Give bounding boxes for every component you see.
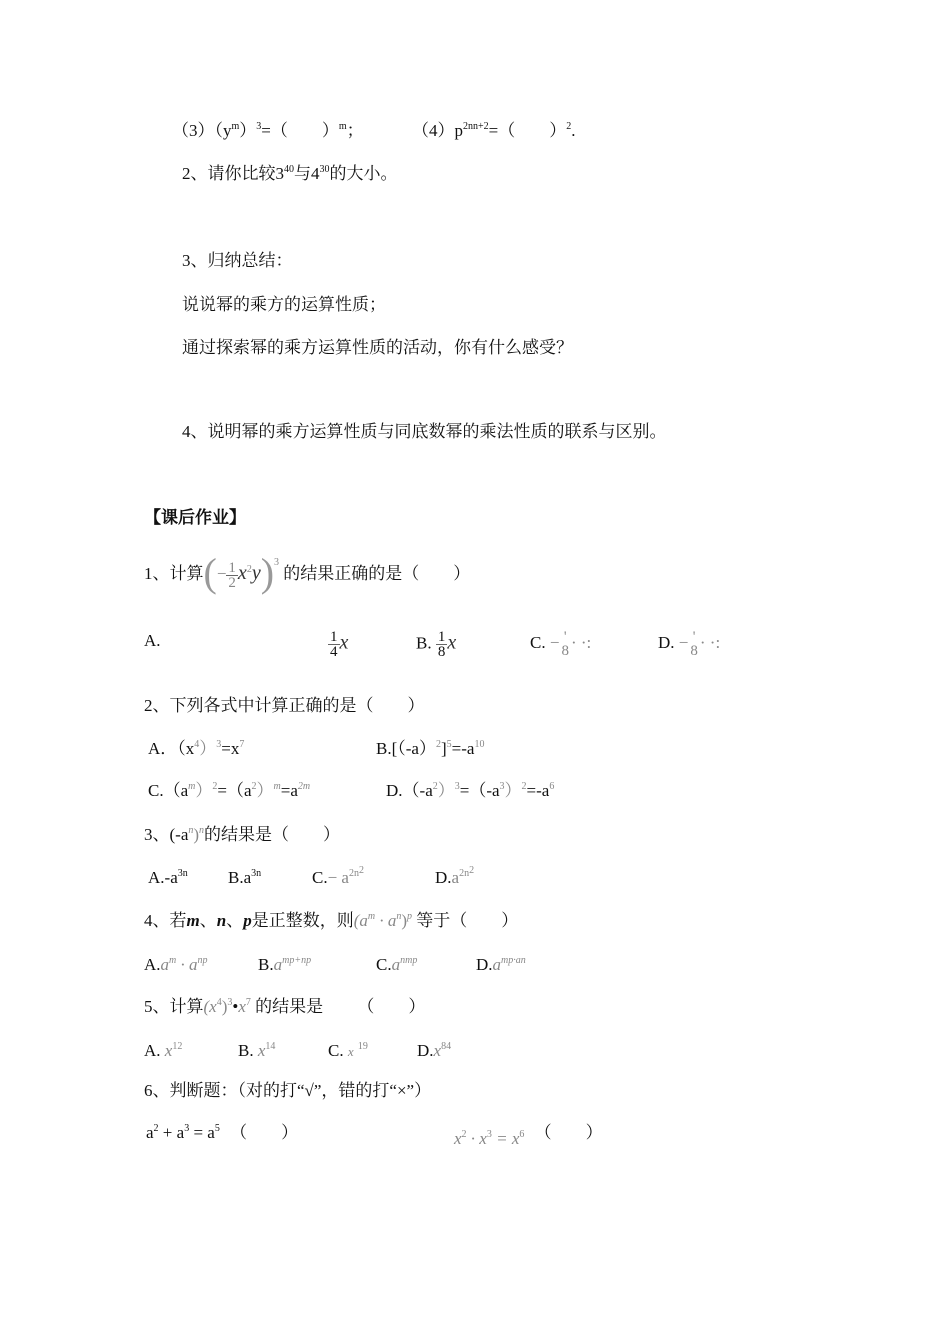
text: 1、计算: [144, 564, 204, 583]
section-title: 【课后作业】: [144, 508, 246, 527]
text: 的结果正确的是（ ）: [283, 564, 471, 583]
sup: 2nn+2: [463, 121, 489, 132]
hw4-option-b: [258, 954, 311, 979]
text: A.: [144, 955, 161, 974]
sup: 2: [251, 781, 257, 792]
fraction: [436, 630, 448, 659]
sup: 5: [446, 739, 452, 750]
var-x: x: [164, 1041, 173, 1060]
var-x: x: [257, 1041, 266, 1060]
text: 的结果是（ ）: [204, 825, 341, 844]
text: 5、计算: [144, 997, 204, 1016]
exercise-item-4: [412, 120, 575, 145]
left-paren-icon: (: [203, 550, 217, 596]
text: =x: [221, 739, 240, 758]
sup: 2: [246, 564, 252, 575]
sup: p: [407, 911, 413, 922]
text: a: [391, 955, 401, 974]
numerator: ': [692, 629, 696, 645]
sup: n: [188, 825, 194, 836]
sup: 2: [469, 865, 475, 876]
minus-sign: −: [549, 632, 560, 652]
text: C.（a: [148, 781, 189, 800]
sup: 2m: [297, 781, 311, 792]
question-3-line-1: 说说幂的乘方的运算性质；: [182, 295, 386, 314]
text: =a: [280, 781, 298, 800]
sup: mp·an: [501, 955, 526, 966]
sup: n: [396, 911, 402, 922]
hw1-option-c: [530, 630, 591, 658]
sup: 3: [216, 739, 222, 750]
text: 与4: [294, 164, 320, 183]
hw5-option-c: [328, 1040, 368, 1065]
text: 、: [226, 911, 244, 930]
sup: 7: [239, 739, 245, 750]
var-p: p: [243, 911, 252, 930]
text: ]: [440, 739, 447, 758]
numerator: 1: [330, 629, 338, 645]
text: = a: [189, 1123, 215, 1142]
text: a: [273, 955, 283, 974]
text: (x: [203, 997, 217, 1016]
var-x: x: [447, 631, 457, 654]
sup: 4: [216, 997, 222, 1008]
sup: 3: [499, 781, 505, 792]
text: B.: [258, 955, 274, 974]
sup: m: [169, 955, 177, 966]
sup: 7: [245, 997, 251, 1008]
hw2-option-a: [148, 738, 244, 763]
question-3-title: 3、归纳总结：: [182, 251, 293, 270]
hw4-option-d: [476, 954, 526, 979]
text: − a: [327, 868, 349, 887]
sup: 14: [265, 1041, 276, 1052]
sup: 3: [486, 1129, 492, 1140]
sup: m: [188, 781, 196, 792]
denominator: 8: [437, 644, 446, 660]
text: C.: [328, 1041, 344, 1060]
var-x: x: [237, 562, 247, 584]
hw3-option-d: [435, 867, 474, 892]
text: ): [401, 911, 408, 930]
sup: 40: [284, 164, 294, 175]
text: A.: [144, 1041, 161, 1060]
numerator: 1: [437, 629, 446, 645]
fraction: [688, 630, 700, 658]
sup: 2: [521, 781, 527, 792]
text: A.-a: [148, 868, 178, 887]
text: = x: [491, 1129, 520, 1148]
sup: 3n: [251, 868, 262, 879]
sup: 3: [454, 781, 460, 792]
sup: 10: [474, 739, 485, 750]
text: B.[（-a）: [376, 739, 436, 758]
hw4-option-a: [144, 954, 208, 979]
hw3-option-b: [228, 867, 261, 892]
question-2: [182, 163, 398, 188]
text: 3、(-a: [144, 825, 189, 844]
item3-text: （3）（y: [172, 121, 232, 140]
text: · ·:: [699, 632, 721, 652]
text: (a: [353, 911, 368, 930]
hw6-statement-2: [454, 1123, 603, 1153]
label: D.: [658, 632, 675, 652]
homework-1: [144, 550, 471, 596]
hw4-option-c: [376, 954, 417, 979]
sup: 2: [358, 865, 364, 876]
text: a: [492, 955, 502, 974]
bullet-icon: •: [232, 997, 239, 1016]
hw5-option-b: [238, 1040, 275, 1065]
fraction: [559, 630, 571, 658]
text: · a: [176, 955, 198, 974]
sup: 5: [214, 1123, 220, 1134]
denominator: 2: [228, 574, 236, 591]
homework-6-title: 6、判断题：（对的打“√”，错的打“×”）: [144, 1081, 432, 1100]
sup: n: [199, 825, 205, 836]
text: · a: [375, 911, 397, 930]
text: 是正整数，则: [251, 911, 354, 930]
sup: m: [367, 911, 376, 922]
text: =（ ）: [261, 121, 339, 140]
hw1-option-a: [328, 630, 348, 659]
text: B.: [238, 1041, 254, 1060]
sup: 2n: [348, 868, 359, 879]
denominator: 8: [690, 643, 698, 659]
sup: 12: [172, 1041, 183, 1052]
sup: 2: [461, 1129, 467, 1140]
text: · ·:: [570, 632, 592, 652]
text: 等于（ ）: [416, 911, 519, 930]
text: a: [451, 868, 460, 887]
text: ）: [195, 781, 213, 800]
text: .: [571, 121, 576, 140]
label: B.: [416, 633, 432, 653]
hw6-statement-1: [146, 1122, 298, 1147]
numerator: 1: [228, 559, 236, 576]
minus-sign: −: [216, 564, 227, 583]
text: =（ ）: [488, 121, 567, 140]
sup: 2: [566, 121, 572, 132]
var-x: x: [347, 1044, 354, 1059]
text: A．（x: [148, 739, 195, 758]
sup: m: [338, 121, 347, 132]
text: =-a: [451, 739, 475, 758]
answer-blank: （ ）: [534, 1123, 603, 1142]
fraction: [328, 630, 340, 659]
text: ）: [199, 739, 217, 758]
sup: 6: [519, 1129, 525, 1140]
sup: np: [197, 955, 208, 966]
sup: nmp: [400, 955, 418, 966]
text: ): [193, 825, 200, 844]
hw3-option-c: [312, 867, 364, 892]
sup: 2: [153, 1123, 159, 1134]
text: D.（-a: [386, 781, 433, 800]
sup: 3: [274, 557, 280, 568]
text: 2、请你比较3: [182, 164, 284, 183]
text: 的结果是: [255, 997, 324, 1016]
answer-blank: （ ）: [357, 997, 426, 1016]
sup: 3n: [177, 868, 188, 879]
var-x: x: [238, 997, 246, 1016]
text: ）: [256, 781, 274, 800]
sup: 6: [549, 781, 555, 792]
text: 4、若: [144, 911, 187, 930]
text: C.: [376, 955, 392, 974]
sup: 2: [435, 739, 441, 750]
hw2-option-c: [148, 780, 310, 805]
text: =（a: [217, 781, 252, 800]
minus-sign: −: [678, 632, 689, 652]
text: + a: [158, 1123, 185, 1142]
homework-2-title: 2、下列各式中计算正确的是（ ）: [144, 696, 425, 715]
sup: 4: [194, 739, 200, 750]
sup: m: [273, 781, 281, 792]
var-x: x: [339, 631, 349, 654]
var-n: n: [216, 911, 227, 930]
sup: 84: [441, 1041, 452, 1052]
question-3-line-2: 通过探索幂的乘方运算性质的活动，你有什么感受？: [182, 338, 573, 357]
text: ；: [346, 121, 364, 140]
text: 的大小。: [329, 164, 398, 183]
text: ）: [239, 121, 257, 140]
hw1-option-b: [416, 630, 456, 659]
homework-5: [144, 996, 425, 1021]
text: D.: [435, 868, 452, 887]
text: 、: [199, 911, 217, 930]
exercise-line-3-4: [172, 120, 364, 145]
denominator: 4: [330, 644, 338, 660]
text: B.a: [228, 868, 252, 887]
hw5-option-a: [144, 1040, 182, 1065]
right-paren-icon: ): [260, 550, 275, 596]
text: a: [160, 955, 170, 974]
text: a: [146, 1123, 154, 1142]
sup: 2n: [459, 868, 470, 879]
text: D.: [476, 955, 493, 974]
text: ）: [437, 781, 455, 800]
text: ）: [504, 781, 522, 800]
sup: 19: [357, 1041, 368, 1052]
text: =-a: [526, 781, 550, 800]
fraction: [226, 561, 238, 590]
text: =（-a: [459, 781, 500, 800]
text: C.: [312, 868, 328, 887]
text: D.: [417, 1041, 434, 1060]
homework-3: [144, 824, 340, 849]
sup: 30: [319, 164, 330, 175]
hw1-option-d: [658, 630, 720, 658]
var-y: y: [251, 562, 261, 584]
var-m: m: [186, 911, 200, 930]
sup: m: [231, 121, 240, 132]
sup: 2: [432, 781, 438, 792]
numerator: ': [563, 629, 567, 645]
item4-text: （4）p: [412, 121, 463, 140]
hw2-option-b: [376, 738, 484, 763]
sup: 2: [212, 781, 218, 792]
sup: 3: [184, 1123, 190, 1134]
answer-blank: （ ）: [230, 1123, 299, 1142]
hw3-option-a: [148, 867, 188, 892]
var-x: x: [433, 1041, 442, 1060]
sup: mp+np: [282, 955, 312, 966]
hw1-option-a-label: A.: [144, 631, 161, 650]
denominator: 8: [561, 643, 569, 659]
question-4: 4、说明幂的乘方运算性质与同底数幂的乘法性质的联系与区别。: [182, 422, 667, 441]
sup: 3: [256, 121, 262, 132]
text: ): [221, 997, 228, 1016]
sup: 3: [227, 997, 233, 1008]
label: C.: [530, 632, 546, 652]
hw5-option-d: [417, 1040, 451, 1065]
text: · x: [466, 1129, 487, 1148]
hw2-option-d: [386, 780, 554, 805]
homework-4: [144, 910, 518, 935]
var-x: x: [454, 1129, 462, 1148]
